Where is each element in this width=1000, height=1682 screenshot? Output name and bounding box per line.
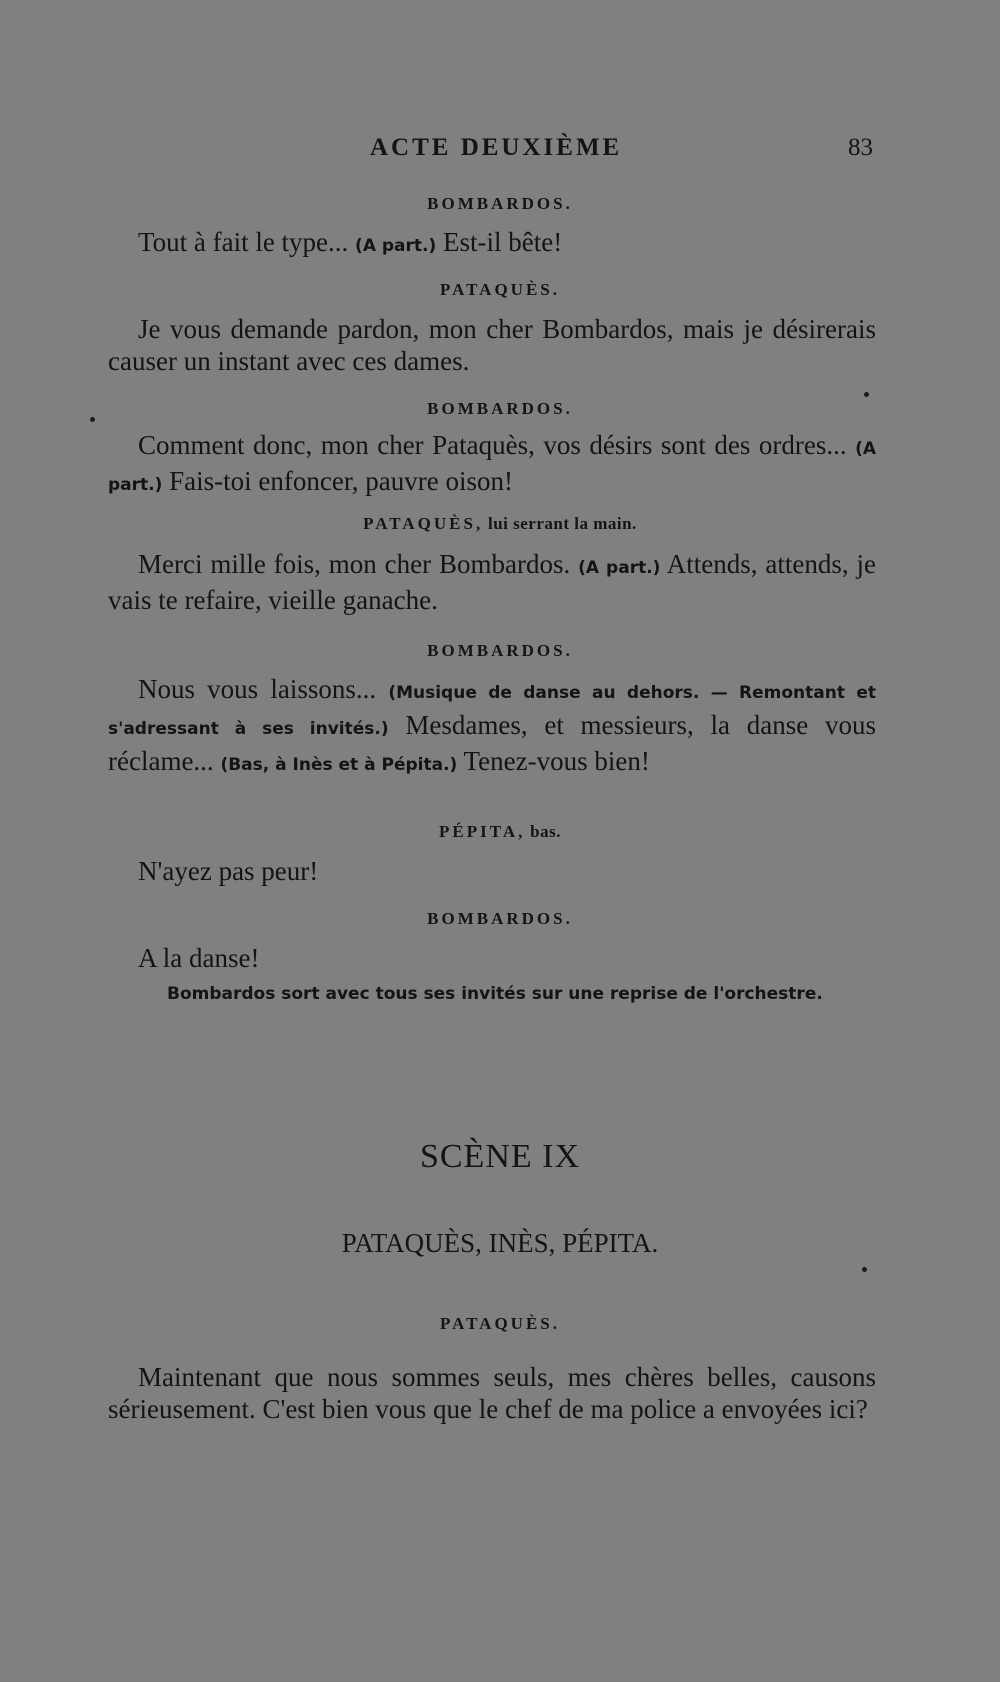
dialogue-line: A la danse! — [138, 943, 260, 973]
dialogue-line — [108, 226, 876, 262]
stage-direction: Bombardos sort avec tous ses invités sur une reprise de l'orchestre. — [167, 984, 823, 1004]
speaker-name: BOMBARDOS. — [427, 194, 573, 213]
print-speck — [862, 1267, 867, 1272]
dialogue-line: Je vous demande pardon, mon cher Bombardos, mais je désirerais causer un instant avec ces dames. — [108, 314, 876, 376]
scene-characters: PATAQUÈS, INÈS, PÉPITA. — [341, 1228, 659, 1258]
dialogue-text: Nous vous laissons... — [138, 674, 389, 704]
dialogue-text: Est-il bête! — [436, 227, 563, 257]
speaker-name: BOMBARDOS. — [427, 641, 573, 660]
speaker-heading — [0, 514, 1000, 534]
print-speck — [864, 392, 869, 397]
running-header — [0, 134, 1000, 170]
aside-direction: (Bas, à Inès et à Pépita.) — [220, 755, 458, 775]
dialogue-line: Maintenant que nous sommes seuls, mes chères belles, causons sérieusement. C'est bien vous que le chef de ma police a envoyées ici? — [108, 1362, 876, 1424]
print-speck — [90, 417, 95, 422]
dialogue-text: Tout à fait le type... — [138, 227, 356, 257]
aside-direction: (A part.) — [108, 439, 876, 495]
aside-direction: (A part.) — [578, 558, 661, 578]
dialogue-line — [108, 673, 876, 781]
dialogue-line — [108, 429, 876, 501]
dialogue-text: Mesdames, et messieurs, la danse vous réclame... — [108, 710, 876, 776]
page-number: 83 — [848, 134, 873, 161]
speaker-name: PATAQUÈS. — [439, 1314, 561, 1333]
running-title: ACTE DEUXIÈME — [370, 134, 623, 161]
speaker-name: BOMBARDOS. — [427, 909, 573, 928]
dialogue-text: Tenez-vous bien! — [457, 746, 650, 776]
speaker-direction: bas. — [525, 822, 561, 841]
dialogue-text: Attends, attends, je vais te refaire, vieille ganache. — [108, 549, 876, 615]
dialogue-text: Merci mille fois, mon cher Bombardos. — [138, 549, 579, 579]
scene-title: SCÈNE IX — [419, 1138, 581, 1175]
aside-direction: (A part.) — [355, 236, 437, 256]
speaker-direction: lui serrant la main. — [483, 514, 637, 533]
dialogue-text: Comment donc, mon cher Pataquès, vos désirs sont des ordres... — [138, 430, 856, 460]
speaker-name: PATAQUÈS. — [439, 280, 561, 299]
dialogue-line: N'ayez pas peur! — [138, 856, 319, 886]
speaker-name: PATAQUÈS, — [363, 514, 484, 533]
dialogue-text: Fais-toi enfoncer, pauvre oison! — [162, 466, 513, 496]
dialogue-line — [108, 548, 876, 616]
aside-direction: (Musique de danse au dehors. — Remontant et s'adressant à ses invités.) — [108, 683, 876, 739]
speaker-name: BOMBARDOS. — [427, 399, 573, 418]
speaker-heading — [0, 822, 1000, 842]
speaker-name: PÉPITA, — [439, 822, 526, 841]
